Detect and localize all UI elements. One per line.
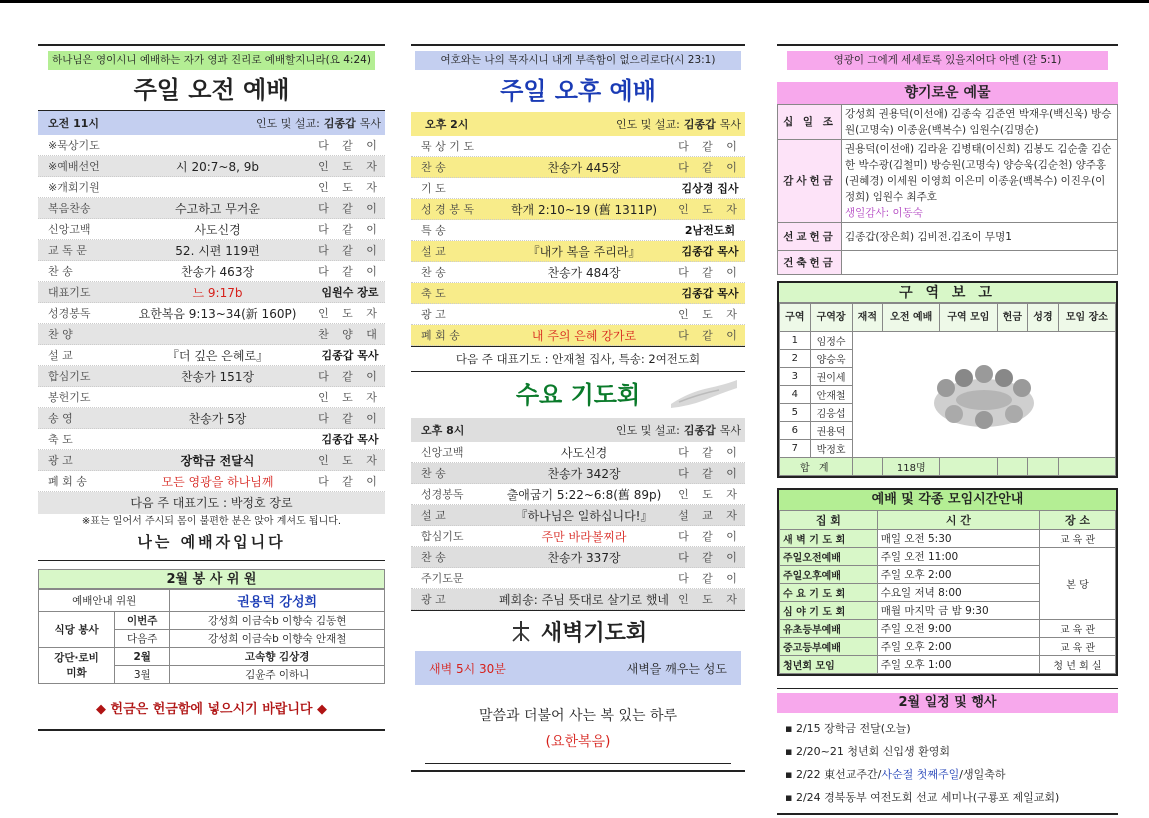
leader-title: 목사 bbox=[359, 117, 381, 130]
row-leader: 다 같 이 bbox=[678, 572, 742, 585]
total-meeting bbox=[940, 458, 997, 476]
row-leader: 김종갑 목사 bbox=[321, 349, 379, 362]
schedule-highlight: 사순절 첫째주일 bbox=[881, 768, 960, 781]
row-label: 광 고 bbox=[421, 308, 446, 321]
service-row bbox=[38, 429, 385, 450]
schedule-item bbox=[777, 740, 1118, 763]
divider bbox=[411, 44, 745, 46]
service-row bbox=[411, 505, 745, 526]
service-row bbox=[38, 387, 385, 408]
service-committee bbox=[38, 569, 385, 684]
schedule-text: 2/22 東선교주간/ bbox=[795, 768, 882, 781]
service-time: 오후 2시 bbox=[425, 118, 469, 131]
service-row bbox=[38, 282, 385, 303]
service-row bbox=[38, 324, 385, 345]
row-content: 찬송가 463장 bbox=[180, 264, 255, 279]
row-label: 성 경 봉 독 bbox=[421, 203, 474, 216]
dawn-time: 새벽 5시 30분 bbox=[429, 661, 506, 676]
service-row bbox=[411, 220, 745, 241]
service-row bbox=[411, 157, 745, 178]
gift-title: 향기로운 예물 bbox=[777, 82, 1118, 104]
food-this-week: 이번주 bbox=[115, 612, 170, 630]
row-label: 묵 상 기 도 bbox=[421, 140, 474, 153]
row-label: 성경봉독 bbox=[421, 488, 464, 501]
row-label: 성경봉독 bbox=[48, 307, 91, 320]
meeting-time: 주일 오후 1:00 bbox=[877, 656, 1039, 674]
leader-label: 인도 및 설교: bbox=[616, 118, 680, 131]
row-leader: 다 같 이 bbox=[678, 446, 742, 459]
divider bbox=[777, 813, 1118, 815]
service-row bbox=[38, 219, 385, 240]
district-number: 2 bbox=[780, 350, 811, 368]
row-leader: 다 같 이 bbox=[678, 329, 742, 342]
mission-label: 선교헌금 bbox=[778, 223, 842, 251]
row-content: 『내가 복을 주리라』 bbox=[527, 244, 641, 259]
district-leader: 권이세 bbox=[810, 368, 852, 386]
schedule-item bbox=[777, 786, 1118, 809]
row-leader: 다 같 이 bbox=[318, 244, 382, 257]
row-leader: 설 교 자 bbox=[678, 509, 742, 522]
dawn-title-area bbox=[411, 611, 745, 651]
community-illustration bbox=[852, 332, 1115, 458]
row-content: 시 20:7~8, 9b bbox=[176, 159, 259, 174]
row-content: 찬송가 445장 bbox=[547, 160, 621, 175]
district-table bbox=[779, 303, 1116, 476]
bullet-icon: ▪ bbox=[785, 722, 796, 735]
praying-hands-icon bbox=[669, 378, 739, 408]
district-header: 오전 예배 bbox=[883, 304, 940, 332]
row-label: 교 독 문 bbox=[48, 244, 87, 257]
afternoon-order bbox=[411, 136, 745, 346]
meeting-table bbox=[779, 510, 1116, 674]
altar-names-1: 고속향 김상경 bbox=[170, 648, 385, 666]
verse-banner: 영광이 그에게 세세토록 있을지어다 아멘 (갈 5:1) bbox=[787, 51, 1108, 70]
food-next-week-names: 강성희 이금숙b 이향숙 안재철 bbox=[170, 630, 385, 648]
row-leader: 다 같 이 bbox=[678, 530, 742, 543]
bullet-icon: ▪ bbox=[785, 768, 796, 781]
row-leader: 다 같 이 bbox=[318, 475, 382, 488]
district-leader: 안재철 bbox=[810, 386, 852, 404]
dawn-desc: 새벽을 깨우는 성도 bbox=[626, 661, 727, 676]
row-leader: 인 도 자 bbox=[678, 203, 742, 216]
row-label: ※예배선언 bbox=[48, 160, 100, 173]
meeting-title: 예배 및 각종 모임시간안내 bbox=[779, 490, 1116, 510]
total-attendance: 118명 bbox=[883, 458, 940, 476]
row-content: 느 9:17b bbox=[192, 285, 243, 300]
table-row bbox=[780, 332, 1116, 350]
district-leader: 김응섭 bbox=[810, 404, 852, 422]
row-leader: 2남전도회 bbox=[684, 224, 736, 237]
row-leader: 다 같 이 bbox=[318, 370, 382, 383]
row-content: 폐회송: 주님 뜻대로 살기로 했네 bbox=[499, 592, 669, 607]
order-of-service bbox=[38, 135, 385, 492]
divider bbox=[411, 770, 745, 772]
offering-note: ◆ 헌금은 헌금함에 넣으시기 바랍니다 ◆ bbox=[96, 702, 327, 717]
row-content: 찬송가 337장 bbox=[547, 550, 621, 565]
row-label: 찬 송 bbox=[421, 266, 446, 279]
bullet-icon: ▪ bbox=[785, 745, 796, 758]
schedule-title: 2월 일정 및 행사 bbox=[777, 693, 1118, 713]
row-label: 찬 송 bbox=[421, 467, 446, 480]
total-offering bbox=[997, 458, 1028, 476]
meeting-time: 수요일 저녁 8:00 bbox=[877, 584, 1039, 602]
tithe-names: 강성희 권용덕(이선애) 김종숙 김준연 박재우(백신욱) 방승원(고명숙) 이종윤(백복수) 임원수(김명순) bbox=[842, 105, 1118, 140]
meeting-name: 주일오후예배 bbox=[780, 566, 878, 584]
altar-month-2: 3월 bbox=[115, 666, 170, 684]
meeting-place: 본 당 bbox=[1040, 548, 1116, 620]
meeting-time: 주일 오전 11:00 bbox=[877, 548, 1039, 566]
schedule-item bbox=[777, 717, 1118, 740]
dawn-title: 새벽기도회 bbox=[540, 620, 648, 646]
district-number: 4 bbox=[780, 386, 811, 404]
district-header: 구역장 bbox=[810, 304, 852, 332]
schedule-text: 2/20~21 청년회 신입생 환영회 bbox=[795, 745, 950, 758]
row-label: 설 교 bbox=[48, 349, 73, 362]
service-row bbox=[38, 240, 385, 261]
row-leader: 김종갑 목사 bbox=[681, 245, 739, 258]
row-leader: 인 도 자 bbox=[678, 593, 742, 606]
divider bbox=[777, 44, 1118, 46]
row-leader: 김종갑 목사 bbox=[681, 287, 739, 300]
row-label: 복음찬송 bbox=[48, 202, 91, 215]
row-leader: 인 도 자 bbox=[318, 391, 382, 404]
thanks-label: 감사헌금 bbox=[778, 140, 842, 223]
service-row bbox=[38, 156, 385, 177]
row-label: 광 고 bbox=[421, 593, 446, 606]
service-row bbox=[38, 303, 385, 324]
meeting-name: 주일오전예배 bbox=[780, 548, 878, 566]
meeting-times bbox=[777, 488, 1118, 676]
service-row bbox=[411, 199, 745, 220]
meeting-time: 매월 마지막 금 밤 9:30 bbox=[877, 602, 1039, 620]
row-content: 장학금 전달식 bbox=[180, 453, 255, 468]
row-label: 광 고 bbox=[48, 454, 73, 467]
page-title: 주일 오전 예배 bbox=[133, 76, 290, 104]
next-week-prayer: 다음 주 대표기도 : 박정호 장로 bbox=[38, 492, 385, 514]
wednesday-time: 오후 8시 bbox=[421, 424, 465, 437]
total-members bbox=[852, 458, 883, 476]
afternoon-worship-column bbox=[411, 44, 745, 772]
row-content: 모든 영광을 하나님께 bbox=[161, 474, 274, 489]
row-leader: 인 도 자 bbox=[678, 308, 742, 321]
row-leader: 김상경 집사 bbox=[681, 182, 739, 195]
table-row bbox=[780, 656, 1116, 674]
service-time: 오전 11시 bbox=[48, 117, 100, 130]
table-row bbox=[780, 620, 1116, 638]
service-row bbox=[411, 178, 745, 199]
service-row bbox=[411, 547, 745, 568]
district-report bbox=[777, 281, 1118, 478]
committee-table bbox=[38, 589, 385, 684]
district-header: 구역 bbox=[780, 304, 811, 332]
row-content: 학개 2:10~19 (舊 1311P) bbox=[510, 202, 658, 217]
row-leader: 임원수 장로 bbox=[321, 286, 379, 299]
thanks-cell bbox=[842, 140, 1118, 223]
total-label: 합 계 bbox=[780, 458, 853, 476]
row-leader: 다 같 이 bbox=[678, 467, 742, 480]
service-row bbox=[411, 442, 745, 463]
service-row bbox=[38, 408, 385, 429]
district-number: 5 bbox=[780, 404, 811, 422]
top-border bbox=[0, 0, 1149, 3]
slogan: 나는 예배자입니다 bbox=[137, 533, 286, 551]
row-label: 축 도 bbox=[48, 433, 73, 446]
row-label: 신앙고백 bbox=[48, 223, 91, 236]
meeting-name: 중고등부예배 bbox=[780, 638, 878, 656]
row-label: 기 도 bbox=[421, 182, 446, 195]
wednesday-header bbox=[411, 418, 745, 442]
total-bible bbox=[1028, 458, 1059, 476]
row-label: 봉헌기도 bbox=[48, 391, 91, 404]
row-content: 찬송가 5장 bbox=[188, 411, 247, 426]
leader-label: 인도 및 설교: bbox=[256, 117, 320, 130]
district-number: 6 bbox=[780, 422, 811, 440]
schedule-item bbox=[777, 763, 1118, 786]
leader-name: 김종갑 bbox=[683, 118, 716, 131]
row-label: 설 교 bbox=[421, 245, 446, 258]
service-row bbox=[411, 589, 745, 610]
row-content: 내 주의 은혜 강가로 bbox=[531, 328, 637, 343]
food-label: 식당 봉사 bbox=[39, 612, 115, 648]
meeting-place: 청 년 회 실 bbox=[1040, 656, 1116, 674]
row-label: 합심기도 bbox=[421, 530, 464, 543]
service-row bbox=[411, 568, 745, 589]
cross-icon bbox=[509, 619, 533, 643]
service-row bbox=[411, 241, 745, 262]
row-leader: 인 도 자 bbox=[318, 307, 382, 320]
wednesday-title-area bbox=[411, 372, 745, 418]
district-leader: 권용덕 bbox=[810, 422, 852, 440]
divider bbox=[38, 44, 385, 46]
row-content: 출애굽기 5:22~6:8(舊 89p) bbox=[506, 487, 662, 502]
leader-name: 김종갑 bbox=[323, 117, 356, 130]
schedule-text: 2/15 장학금 전달(오늘) bbox=[795, 722, 911, 735]
page-title: 주일 오후 예배 bbox=[500, 77, 656, 105]
row-content: 수고하고 무거운 bbox=[175, 201, 260, 216]
row-leader: 다 같 이 bbox=[678, 161, 742, 174]
meeting-name: 수 요 기 도 회 bbox=[780, 584, 878, 602]
row-label: 폐 회 송 bbox=[421, 329, 460, 342]
row-content: 사도신경 bbox=[194, 222, 241, 237]
row-content: 찬송가 342장 bbox=[547, 466, 621, 481]
meeting-time: 주일 오전 9:00 bbox=[877, 620, 1039, 638]
row-leader: 다 같 이 bbox=[678, 266, 742, 279]
row-label: 신앙고백 bbox=[421, 446, 464, 459]
row-leader: 인 도 자 bbox=[318, 160, 382, 173]
leader-label: 인도 및 설교: bbox=[616, 424, 680, 437]
row-leader: 김종갑 목사 bbox=[321, 433, 379, 446]
service-row bbox=[411, 526, 745, 547]
row-leader: 다 같 이 bbox=[318, 223, 382, 236]
meeting-col-name: 집 회 bbox=[780, 511, 878, 530]
row-label: 송 영 bbox=[48, 412, 73, 425]
meeting-place: 교 육 관 bbox=[1040, 620, 1116, 638]
row-leader: 인 도 자 bbox=[678, 488, 742, 501]
row-content: 『하나님은 일하십니다!』 bbox=[515, 508, 653, 523]
mission-names: 김종갑(장은희) 김비전.김조이 무명1 bbox=[842, 223, 1118, 251]
meeting-place: 교 육 관 bbox=[1040, 530, 1116, 548]
schedule-text: 2/24 경북동부 여전도회 선교 세미나(구룡포 제일교회) bbox=[795, 791, 1060, 804]
district-header: 재적 bbox=[852, 304, 883, 332]
service-header bbox=[411, 112, 745, 136]
leader-title: 목사 bbox=[719, 118, 741, 131]
row-content: 요한복음 9:13~34(新 160P) bbox=[138, 306, 297, 321]
building-label: 건축헌금 bbox=[778, 251, 842, 275]
row-label: 찬 양 bbox=[48, 328, 73, 341]
row-label: 특 송 bbox=[421, 224, 446, 237]
wednesday-order bbox=[411, 442, 745, 610]
table-row bbox=[780, 530, 1116, 548]
meeting-name: 새 벽 기 도 회 bbox=[780, 530, 878, 548]
service-row bbox=[411, 463, 745, 484]
row-leader: 다 같 이 bbox=[318, 265, 382, 278]
thanks-names: 권용덕(이선애) 김라윤 김병태(이신희) 김봉도 김순출 김순한 박수광(김철미) 방승원(고명숙) 양승욱(김순천) 양주홍(권혜경) 이세원 이영희 이은미 이종윤(백복수) 이진우(이정희) 임원수 최주호 bbox=[845, 143, 1112, 203]
wednesday-title: 수요 기도회 bbox=[515, 381, 641, 409]
footnote: ※표는 일어서 주시되 몸이 불편한 분은 앉아 계셔도 됩니다. bbox=[81, 516, 342, 527]
row-label: ※개회기원 bbox=[48, 181, 100, 194]
service-header bbox=[38, 111, 385, 135]
service-row bbox=[411, 325, 745, 346]
row-leader: 다 같 이 bbox=[678, 140, 742, 153]
divider bbox=[425, 763, 731, 764]
beauty-label: 미화 bbox=[66, 666, 87, 679]
service-row bbox=[38, 450, 385, 471]
closing-line: 말씀과 더불어 사는 복 있는 하루 bbox=[478, 708, 678, 724]
meeting-place: 교 육 관 bbox=[1040, 638, 1116, 656]
service-row bbox=[38, 261, 385, 282]
tithe-label: 십 일 조 bbox=[778, 105, 842, 140]
row-content: 찬송가 484장 bbox=[547, 265, 621, 280]
row-leader: 다 같 이 bbox=[318, 412, 382, 425]
leader-name: 김종갑 bbox=[683, 424, 716, 437]
altar-label: 강단·로비 bbox=[54, 651, 99, 664]
food-this-week-names: 강성희 이금숙b 이향숙 김동현 bbox=[170, 612, 385, 630]
row-content: 52. 시편 119편 bbox=[175, 243, 260, 258]
row-label: 주기도문 bbox=[421, 572, 464, 585]
service-row bbox=[38, 366, 385, 387]
table-row bbox=[780, 638, 1116, 656]
meeting-col-place: 장 소 bbox=[1040, 511, 1116, 530]
bullet-icon: ▪ bbox=[785, 791, 796, 804]
district-header: 구역 모임 bbox=[940, 304, 997, 332]
offering-column bbox=[777, 44, 1118, 815]
meeting-time: 주일 오후 2:00 bbox=[877, 638, 1039, 656]
district-leader: 임정수 bbox=[810, 332, 852, 350]
schedule-text-tail: /생일축하 bbox=[959, 768, 1006, 781]
service-row bbox=[38, 177, 385, 198]
altar-beauty-label bbox=[39, 648, 115, 684]
usher-label: 예배안내 위원 bbox=[39, 590, 170, 612]
service-row bbox=[411, 136, 745, 157]
dawn-info bbox=[415, 651, 741, 685]
row-label: 찬 송 bbox=[48, 265, 73, 278]
verse-banner: 여호와는 나의 목자시니 내게 부족함이 없으리로다(시 23:1) bbox=[415, 51, 741, 70]
row-label: 설 교 bbox=[421, 509, 446, 522]
gift-table bbox=[777, 104, 1118, 275]
row-label: 대표기도 bbox=[48, 286, 91, 299]
meeting-name: 청년회 모임 bbox=[780, 656, 878, 674]
people-group-icon bbox=[924, 348, 1044, 438]
monthly-schedule bbox=[777, 688, 1118, 809]
row-leader: 인 도 자 bbox=[318, 181, 382, 194]
district-header: 성경 bbox=[1028, 304, 1059, 332]
service-row bbox=[38, 198, 385, 219]
row-content: 주만 바라볼찌라 bbox=[541, 529, 627, 544]
service-row bbox=[411, 304, 745, 325]
morning-worship-column bbox=[38, 44, 385, 731]
food-next-week: 다음주 bbox=[115, 630, 170, 648]
closing-source: (요한복음) bbox=[545, 734, 611, 750]
service-row bbox=[411, 283, 745, 304]
district-leader: 박정호 bbox=[810, 440, 852, 458]
row-label: 축 도 bbox=[421, 287, 446, 300]
divider bbox=[38, 560, 385, 561]
altar-month-1: 2월 bbox=[115, 648, 170, 666]
service-row bbox=[411, 484, 745, 505]
district-header: 모임 장소 bbox=[1058, 304, 1115, 332]
next-week-prayer: 다음 주 대표기도 : 안재철 집사, 특송: 2여전도회 bbox=[455, 352, 701, 366]
meeting-time: 주일 오후 2:00 bbox=[877, 566, 1039, 584]
schedule-list bbox=[777, 717, 1118, 809]
table-row bbox=[780, 548, 1116, 566]
district-leader: 양승욱 bbox=[810, 350, 852, 368]
row-leader: 인 도 자 bbox=[318, 454, 382, 467]
meeting-time: 매일 오전 5:30 bbox=[877, 530, 1039, 548]
row-leader: 다 같 이 bbox=[318, 139, 382, 152]
service-row bbox=[411, 262, 745, 283]
verse-banner: 하나님은 영이시니 예배하는 자가 영과 진리로 예배할지니라(요 4:24) bbox=[48, 51, 375, 70]
district-header: 헌금 bbox=[997, 304, 1028, 332]
row-leader: 찬 양 대 bbox=[318, 328, 382, 341]
row-label: 찬 송 bbox=[421, 551, 446, 564]
altar-names-2: 김윤주 이하니 bbox=[170, 666, 385, 684]
row-leader: 다 같 이 bbox=[678, 551, 742, 564]
service-row bbox=[38, 471, 385, 492]
building-names bbox=[842, 251, 1118, 275]
committee-title: 2월 봉 사 위 원 bbox=[38, 569, 385, 589]
row-leader: 다 같 이 bbox=[318, 202, 382, 215]
row-content: 사도신경 bbox=[560, 445, 608, 460]
divider bbox=[38, 729, 385, 731]
district-title: 구 역 보 고 bbox=[779, 283, 1116, 303]
service-row bbox=[38, 345, 385, 366]
row-label: 찬 송 bbox=[421, 161, 446, 174]
total-place bbox=[1058, 458, 1115, 476]
row-content: 찬송가 151장 bbox=[180, 369, 255, 384]
meeting-name: 심 야 기 도 회 bbox=[780, 602, 878, 620]
usher-names: 권용덕 강성희 bbox=[170, 590, 385, 612]
row-label: ※묵상기도 bbox=[48, 139, 100, 152]
row-content: 『더 깊은 은혜로』 bbox=[166, 348, 269, 363]
meeting-col-time: 시 간 bbox=[877, 511, 1039, 530]
row-label: 폐 회 송 bbox=[48, 475, 87, 488]
row-label: 합심기도 bbox=[48, 370, 91, 383]
meeting-name: 유초등부예배 bbox=[780, 620, 878, 638]
district-number: 3 bbox=[780, 368, 811, 386]
leader-title: 목사 bbox=[719, 424, 741, 437]
district-number: 1 bbox=[780, 332, 811, 350]
service-row bbox=[38, 135, 385, 156]
birthday-thanks: 생일감사: 이동숙 bbox=[845, 207, 923, 219]
district-number: 7 bbox=[780, 440, 811, 458]
